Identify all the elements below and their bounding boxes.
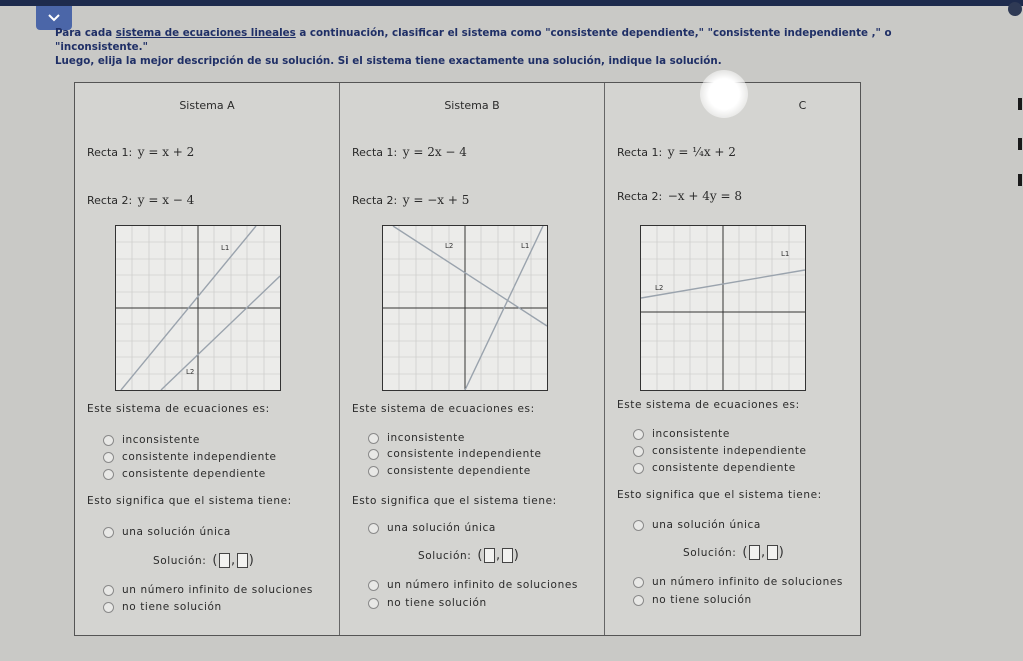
classification-question: Este sistema de ecuaciones es: [352,403,535,415]
option-label: una solución única [387,522,496,534]
option-label: no tiene solución [387,597,487,609]
x-coordinate-input[interactable] [219,553,230,568]
glossary-link[interactable]: sistema de ecuaciones lineales [115,27,296,39]
option-sin-solucion[interactable] [386,597,487,609]
instructions-line-2: Luego, elija la mejor descripción de su solución. Si el sistema tiene exactamente una solución, indique la solución. [55,55,722,67]
graph-system-b [382,225,548,391]
radio-button[interactable] [368,580,379,591]
instructions-line-1 [55,26,985,54]
equation: −x + 4y = 8 [667,189,742,203]
x-coordinate-input[interactable] [484,548,495,563]
radio-button[interactable] [633,595,644,606]
graph-label-l2: L2 [655,284,664,292]
instructions-text: Para cada [55,27,116,39]
option-infinitas-soluciones[interactable] [121,584,313,596]
line-1-equation [87,145,194,159]
radio-button[interactable] [633,520,644,531]
instructions [55,26,985,68]
option-label: consistente dependiente [652,462,796,474]
y-coordinate-input[interactable] [237,553,248,568]
corner-menu-icon[interactable] [1008,2,1022,16]
radio-button[interactable] [368,466,379,477]
solution-label: Solución: [683,546,737,559]
option-inconsistente[interactable] [121,434,200,446]
edge-mark [1018,138,1022,150]
screen-glare [700,70,748,118]
radio-button[interactable] [368,449,379,460]
line-label: Recta 1: [352,146,398,159]
graph-label-l1: L1 [221,244,230,252]
radio-button[interactable] [633,446,644,457]
graph-label-l1: L1 [521,242,530,250]
option-label: inconsistente [122,434,200,446]
line-label: Recta 2: [617,190,663,203]
option-label: no tiene solución [652,594,752,606]
ordered-pair-input: ( , ) [477,548,520,563]
radio-button[interactable] [368,433,379,444]
option-infinitas-soluciones[interactable] [651,576,843,588]
line-label: Recta 2: [352,194,398,207]
option-solucion-unica[interactable] [651,519,761,531]
system-c-column [605,83,860,635]
chevron-down-icon [48,14,60,22]
solution-label: Solución: [418,549,472,562]
option-label: no tiene solución [122,601,222,613]
solution-question: Esto significa que el sistema tiene: [87,495,292,507]
option-consistente-independiente[interactable] [386,448,542,460]
classification-question: Este sistema de ecuaciones es: [87,403,270,415]
solution-entry [153,553,254,568]
radio-button[interactable] [633,577,644,588]
system-title: Sistema A [179,99,235,112]
line-label: Recta 1: [617,146,663,159]
option-consistente-dependiente[interactable] [651,462,796,474]
option-solucion-unica[interactable] [121,526,231,538]
option-sin-solucion[interactable] [651,594,752,606]
option-label: consistente independiente [652,445,807,457]
equation: y = 2x − 4 [402,145,467,159]
option-label: consistente dependiente [122,468,266,480]
graph-system-a [115,225,281,391]
line-label: Recta 1: [87,146,133,159]
option-consistente-independiente[interactable] [651,445,807,457]
line-2-equation [617,189,742,203]
edge-mark [1018,98,1022,110]
system-title: Sistema B [444,99,500,112]
line-1-equation [352,145,467,159]
option-label: un número infinito de soluciones [387,579,578,591]
system-a-column [75,83,340,635]
ordered-pair-input: ( , ) [742,545,785,560]
option-infinitas-soluciones[interactable] [386,579,578,591]
option-label: una solución única [122,526,231,538]
system-b-column [340,83,605,635]
solution-question: Esto significa que el sistema tiene: [352,495,557,507]
option-label: inconsistente [652,428,730,440]
solution-question: Esto significa que el sistema tiene: [617,489,822,501]
ordered-pair-input: ( , ) [212,553,255,568]
solution-entry [418,548,519,563]
top-bar [0,0,1023,6]
option-inconsistente[interactable] [651,428,730,440]
graph-label-l1: L1 [781,250,790,258]
equation: y = x + 2 [137,145,195,159]
equation: y = ¼x + 2 [667,145,736,159]
radio-button[interactable] [633,463,644,474]
graph-label-l2: L2 [445,242,454,250]
option-label: inconsistente [387,432,465,444]
option-label: un número infinito de soluciones [122,584,313,596]
edge-mark [1018,174,1022,186]
instructions-text: a continuación, clasificar el sistema como "consistente dependiente," "consistente independiente ," o "inconsistente." [55,27,892,53]
option-label: consistente dependiente [387,465,531,477]
equation: y = x − 4 [137,193,195,207]
option-label: una solución única [652,519,761,531]
radio-button[interactable] [103,527,114,538]
line-2-equation [352,193,469,207]
systems-panel [74,82,861,636]
line-2-equation [87,193,194,207]
system-title: C [798,99,807,112]
option-label: consistente independiente [387,448,542,460]
option-label: un número infinito de soluciones [652,576,843,588]
option-consistente-dependiente[interactable] [386,465,531,477]
radio-button[interactable] [368,598,379,609]
solution-label: Solución: [153,554,207,567]
x-coordinate-input[interactable] [749,545,760,560]
radio-button[interactable] [103,585,114,596]
option-inconsistente[interactable] [386,432,465,444]
y-coordinate-input[interactable] [767,545,778,560]
radio-button[interactable] [103,602,114,613]
graph-label-l2: L2 [186,368,195,376]
option-label: consistente independiente [122,451,277,463]
radio-button[interactable] [103,469,114,480]
radio-button[interactable] [103,435,114,446]
line-label: Recta 2: [87,194,133,207]
classification-question: Este sistema de ecuaciones es: [617,399,800,411]
radio-button[interactable] [633,429,644,440]
graph-system-c [640,225,806,391]
option-consistente-dependiente[interactable] [121,468,266,480]
option-solucion-unica[interactable] [386,522,496,534]
line-1-equation [617,145,736,159]
equation: y = −x + 5 [402,193,470,207]
option-sin-solucion[interactable] [121,601,222,613]
y-coordinate-input[interactable] [502,548,513,563]
option-consistente-independiente[interactable] [121,451,277,463]
radio-button[interactable] [103,452,114,463]
radio-button[interactable] [368,523,379,534]
solution-entry [683,545,784,560]
